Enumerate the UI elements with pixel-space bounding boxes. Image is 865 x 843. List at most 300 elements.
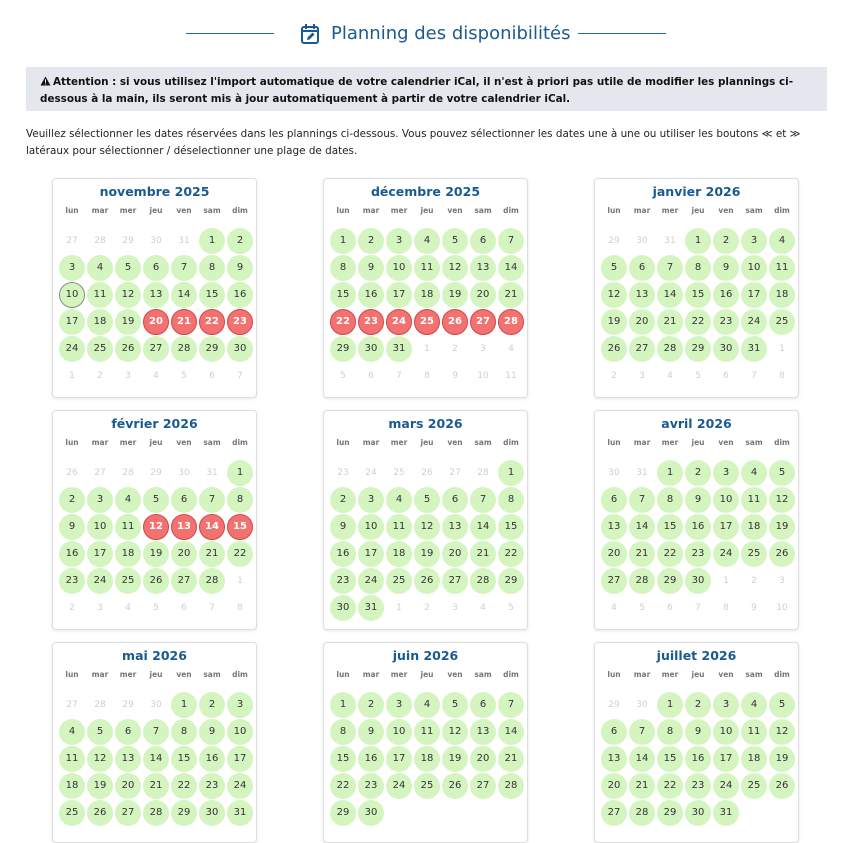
available-day[interactable]: 9 [358,719,384,745]
weekday-label: jeu [149,438,163,447]
month-calendar [52,410,257,630]
available-day[interactable]: 6 [470,692,496,718]
available-day[interactable]: 2 [685,692,711,718]
weekday-label: lun [336,206,350,215]
available-day[interactable]: 28 [629,568,655,594]
available-day[interactable]: 18 [414,746,440,772]
available-day[interactable]: 2 [358,228,384,254]
reserved-day[interactable]: 23 [227,309,253,335]
available-day[interactable]: 5 [87,719,113,745]
available-day[interactable]: 8 [498,487,524,513]
available-day[interactable]: 24 [741,309,767,335]
available-day[interactable]: 1 [657,692,683,718]
available-day[interactable]: 6 [115,719,141,745]
available-day[interactable]: 29 [171,800,197,826]
available-day[interactable]: 29 [199,336,225,362]
available-day[interactable]: 26 [87,800,113,826]
weekday-label: mar [91,670,109,679]
available-day[interactable]: 25 [115,568,141,594]
available-day[interactable]: 23 [358,773,384,799]
available-day[interactable]: 6 [470,228,496,254]
available-day[interactable]: 17 [713,746,739,772]
available-day[interactable]: 13 [442,514,468,540]
available-day[interactable]: 27 [115,800,141,826]
available-day[interactable]: 30 [330,595,356,621]
weekday-label: mar [633,206,651,215]
available-day[interactable]: 15 [330,746,356,772]
available-day[interactable]: 29 [330,800,356,826]
available-day[interactable]: 24 [358,568,384,594]
available-day[interactable]: 15 [657,746,683,772]
available-day[interactable]: 8 [227,487,253,513]
available-day[interactable]: 14 [629,746,655,772]
available-day[interactable]: 20 [601,541,627,567]
outside-month-day: 8 [424,371,430,381]
available-day[interactable]: 19 [414,541,440,567]
outside-month-day: 6 [667,603,673,613]
available-day[interactable]: 29 [657,568,683,594]
available-day[interactable]: 11 [87,282,113,308]
available-day[interactable]: 22 [657,541,683,567]
available-day[interactable]: 7 [629,487,655,513]
weekday-label: jeu [149,670,163,679]
available-day[interactable]: 10 [358,514,384,540]
reserved-day[interactable]: 28 [498,309,524,335]
available-day[interactable]: 6 [629,255,655,281]
available-day[interactable]: 10 [386,255,412,281]
available-day[interactable]: 2 [685,460,711,486]
available-day[interactable]: 20 [601,773,627,799]
available-day[interactable]: 3 [386,692,412,718]
available-day[interactable]: 23 [330,568,356,594]
available-day[interactable]: 19 [115,309,141,335]
available-day[interactable]: 26 [769,773,795,799]
available-day[interactable]: 19 [442,746,468,772]
available-day[interactable]: 30 [227,336,253,362]
available-day[interactable]: 18 [741,514,767,540]
available-day[interactable]: 16 [685,746,711,772]
reserved-day[interactable]: 22 [330,309,356,335]
available-day[interactable]: 15 [171,746,197,772]
available-day[interactable]: 26 [601,336,627,362]
weekday-label: ven [447,206,463,215]
available-day[interactable]: 15 [685,282,711,308]
available-day[interactable]: 2 [59,487,85,513]
available-day[interactable]: 9 [713,255,739,281]
available-day[interactable]: 11 [115,514,141,540]
available-day[interactable]: 1 [330,692,356,718]
available-day[interactable]: 19 [87,773,113,799]
available-day[interactable]: 1 [685,228,711,254]
reserved-day[interactable]: 14 [199,514,225,540]
available-day[interactable]: 16 [685,514,711,540]
available-day[interactable]: 10 [227,719,253,745]
available-day[interactable]: 4 [414,228,440,254]
header-divider-left [186,33,274,34]
available-day[interactable]: 18 [769,282,795,308]
weekday-label: sam [745,438,763,447]
available-day[interactable]: 29 [657,800,683,826]
available-day[interactable]: 11 [741,487,767,513]
available-day[interactable]: 8 [330,719,356,745]
available-day[interactable]: 10 [87,514,113,540]
reserved-day[interactable]: 22 [199,309,225,335]
available-day[interactable]: 17 [358,541,384,567]
available-day[interactable]: 13 [601,746,627,772]
available-day[interactable]: 25 [386,568,412,594]
available-day[interactable]: 14 [143,746,169,772]
available-day[interactable]: 18 [414,282,440,308]
month-title: mai 2026 [122,648,187,663]
available-day[interactable]: 30 [358,800,384,826]
available-day[interactable]: 31 [713,800,739,826]
outside-month-day: 31 [178,236,190,246]
outside-month-day: 7 [209,603,215,613]
available-day[interactable]: 19 [143,541,169,567]
weekday-label: dim [232,206,248,215]
available-day[interactable]: 17 [386,282,412,308]
available-day[interactable]: 13 [115,746,141,772]
available-day[interactable]: 28 [657,336,683,362]
available-day[interactable]: 10 [741,255,767,281]
outside-month-day: 26 [66,468,78,478]
available-day[interactable]: 9 [59,514,85,540]
available-day[interactable]: 27 [442,568,468,594]
available-day[interactable]: 18 [59,773,85,799]
available-day[interactable]: 27 [171,568,197,594]
reserved-day[interactable]: 23 [358,309,384,335]
available-day[interactable]: 22 [330,773,356,799]
available-day[interactable]: 26 [143,568,169,594]
available-day[interactable]: 18 [741,746,767,772]
weekday-label: dim [503,438,519,447]
available-day[interactable]: 12 [115,282,141,308]
available-day[interactable]: 17 [59,309,85,335]
available-day[interactable]: 15 [657,514,683,540]
available-day[interactable]: 9 [685,487,711,513]
available-day[interactable]: 25 [87,336,113,362]
reserved-day[interactable]: 21 [171,309,197,335]
available-day[interactable]: 30 [358,336,384,362]
available-day[interactable]: 11 [741,719,767,745]
available-day[interactable]: 27 [470,773,496,799]
available-day[interactable]: 20 [629,309,655,335]
available-day[interactable]: 4 [87,255,113,281]
available-day[interactable]: 8 [171,719,197,745]
available-day[interactable]: 29 [498,568,524,594]
available-day[interactable]: 16 [330,541,356,567]
available-day[interactable]: 21 [498,746,524,772]
available-day[interactable]: 17 [227,746,253,772]
available-day[interactable]: 26 [442,773,468,799]
available-day[interactable]: 23 [713,309,739,335]
available-day[interactable]: 29 [685,336,711,362]
available-day[interactable]: 14 [498,719,524,745]
available-day[interactable]: 13 [601,514,627,540]
available-day[interactable]: 14 [629,514,655,540]
available-day[interactable]: 9 [227,255,253,281]
outside-month-day: 1 [723,576,729,586]
available-day[interactable]: 16 [358,282,384,308]
weekday-label: ven [176,670,192,679]
available-day[interactable]: 6 [601,719,627,745]
outside-month-day: 7 [237,371,243,381]
available-day[interactable]: 20 [442,541,468,567]
available-day[interactable]: 5 [115,255,141,281]
available-day[interactable]: 14 [657,282,683,308]
available-day[interactable]: 3 [713,692,739,718]
available-day[interactable]: 13 [629,282,655,308]
available-day[interactable]: 18 [87,309,113,335]
available-day[interactable]: 24 [386,773,412,799]
available-day[interactable]: 12 [414,514,440,540]
available-day[interactable]: 5 [442,692,468,718]
available-day[interactable]: 7 [171,255,197,281]
available-day[interactable]: 13 [470,255,496,281]
available-day[interactable]: 7 [657,255,683,281]
available-day[interactable]: 24 [713,773,739,799]
available-day[interactable]: 21 [498,282,524,308]
available-day[interactable]: 31 [358,595,384,621]
reserved-day[interactable]: 24 [386,309,412,335]
reserved-day[interactable]: 15 [227,514,253,540]
available-day[interactable]: 11 [769,255,795,281]
available-day[interactable]: 11 [414,719,440,745]
available-day[interactable]: 9 [358,255,384,281]
reserved-day[interactable]: 12 [143,514,169,540]
available-day[interactable]: 25 [59,800,85,826]
available-day[interactable]: 23 [59,568,85,594]
available-day[interactable]: 27 [601,800,627,826]
available-day[interactable]: 25 [769,309,795,335]
available-day[interactable]: 17 [87,541,113,567]
available-day[interactable]: 1 [657,460,683,486]
available-day[interactable]: 2 [227,228,253,254]
available-day[interactable]: 6 [442,487,468,513]
available-day[interactable]: 16 [358,746,384,772]
available-day[interactable]: 26 [115,336,141,362]
available-day[interactable]: 7 [629,719,655,745]
available-day[interactable]: 1 [199,228,225,254]
available-day[interactable]: 12 [87,746,113,772]
outside-month-day: 5 [695,371,701,381]
available-day[interactable]: 14 [171,282,197,308]
available-day[interactable]: 6 [171,487,197,513]
available-day[interactable]: 22 [171,773,197,799]
available-day[interactable]: 2 [199,692,225,718]
available-day[interactable]: 14 [498,255,524,281]
available-day[interactable]: 6 [143,255,169,281]
available-day[interactable]: 19 [769,746,795,772]
available-day[interactable]: 19 [769,514,795,540]
available-day[interactable]: 5 [601,255,627,281]
available-day[interactable]: 18 [115,541,141,567]
available-day[interactable]: 4 [59,719,85,745]
available-day[interactable]: 22 [498,541,524,567]
available-day[interactable]: 9 [199,719,225,745]
available-day[interactable]: 15 [330,282,356,308]
available-day[interactable]: 1 [227,460,253,486]
available-day[interactable]: 7 [470,487,496,513]
available-day[interactable]: 20 [115,773,141,799]
available-day[interactable]: 28 [629,800,655,826]
available-day[interactable]: 23 [685,773,711,799]
available-day[interactable]: 23 [685,541,711,567]
available-day[interactable]: 9 [330,514,356,540]
weekday-label: jeu [420,670,434,679]
available-day[interactable]: 4 [741,460,767,486]
available-day[interactable]: 1 [330,228,356,254]
available-day[interactable]: 10 [713,487,739,513]
weekday-label: lun [607,206,621,215]
reserved-day[interactable]: 25 [414,309,440,335]
available-day[interactable]: 8 [657,487,683,513]
available-day[interactable]: 21 [657,309,683,335]
today-day[interactable]: 10 [59,282,85,308]
available-day[interactable]: 11 [59,746,85,772]
available-day[interactable]: 12 [442,255,468,281]
available-day[interactable]: 26 [769,541,795,567]
available-day[interactable]: 5 [414,487,440,513]
available-day[interactable]: 25 [741,541,767,567]
available-day[interactable]: 14 [470,514,496,540]
available-day[interactable]: 31 [741,336,767,362]
available-day[interactable]: 20 [470,746,496,772]
available-day[interactable]: 17 [741,282,767,308]
ical-warning-alert [26,67,827,111]
available-day[interactable]: 24 [713,541,739,567]
available-day[interactable]: 24 [59,336,85,362]
available-day[interactable]: 31 [386,336,412,362]
available-day[interactable]: 9 [685,719,711,745]
available-day[interactable]: 22 [657,773,683,799]
available-day[interactable]: 11 [414,255,440,281]
available-day[interactable]: 13 [143,282,169,308]
available-day[interactable]: 24 [87,568,113,594]
available-day[interactable]: 17 [386,746,412,772]
available-day[interactable]: 22 [685,309,711,335]
reserved-day[interactable]: 27 [470,309,496,335]
available-day[interactable]: 29 [330,336,356,362]
available-day[interactable]: 1 [498,460,524,486]
available-day[interactable]: 2 [330,487,356,513]
available-day[interactable]: 16 [59,541,85,567]
available-day[interactable]: 18 [386,541,412,567]
available-day[interactable]: 1 [171,692,197,718]
available-day[interactable]: 11 [386,514,412,540]
available-day[interactable]: 4 [115,487,141,513]
available-day[interactable]: 12 [769,487,795,513]
available-day[interactable]: 12 [601,282,627,308]
available-day[interactable]: 7 [143,719,169,745]
available-day[interactable]: 21 [143,773,169,799]
available-day[interactable]: 27 [601,568,627,594]
available-day[interactable]: 5 [143,487,169,513]
available-day[interactable]: 10 [713,719,739,745]
available-day[interactable]: 2 [358,692,384,718]
available-day[interactable]: 21 [629,773,655,799]
available-day[interactable]: 10 [386,719,412,745]
available-day[interactable]: 20 [470,282,496,308]
available-day[interactable]: 16 [713,282,739,308]
available-day[interactable]: 20 [171,541,197,567]
available-day[interactable]: 27 [143,336,169,362]
available-day[interactable]: 15 [498,514,524,540]
available-day[interactable]: 26 [414,568,440,594]
available-day[interactable]: 5 [442,228,468,254]
available-day[interactable]: 19 [442,282,468,308]
available-day[interactable]: 30 [685,800,711,826]
available-day[interactable]: 28 [498,773,524,799]
available-day[interactable]: 4 [386,487,412,513]
available-day[interactable]: 28 [199,568,225,594]
available-day[interactable]: 3 [227,692,253,718]
available-day[interactable]: 24 [227,773,253,799]
available-day[interactable]: 3 [358,487,384,513]
available-day[interactable]: 5 [769,692,795,718]
available-day[interactable]: 4 [769,228,795,254]
available-day[interactable]: 16 [227,282,253,308]
available-day[interactable]: 22 [227,541,253,567]
available-day[interactable]: 25 [414,773,440,799]
available-day[interactable]: 13 [470,719,496,745]
reserved-day[interactable]: 26 [442,309,468,335]
available-day[interactable]: 3 [87,487,113,513]
available-day[interactable]: 5 [769,460,795,486]
available-day[interactable]: 7 [199,487,225,513]
available-day[interactable]: 8 [685,255,711,281]
available-day[interactable]: 27 [629,336,655,362]
available-day[interactable]: 3 [59,255,85,281]
available-day[interactable]: 21 [199,541,225,567]
available-day[interactable]: 3 [386,228,412,254]
available-day[interactable]: 8 [330,255,356,281]
month-calendar [594,410,799,630]
available-day[interactable]: 3 [741,228,767,254]
available-day[interactable]: 21 [470,541,496,567]
available-day[interactable]: 25 [741,773,767,799]
available-day[interactable]: 30 [199,800,225,826]
available-day[interactable]: 28 [171,336,197,362]
available-day[interactable]: 30 [685,568,711,594]
available-day[interactable]: 12 [769,719,795,745]
available-day[interactable]: 30 [713,336,739,362]
available-day[interactable]: 8 [199,255,225,281]
available-day[interactable]: 17 [713,514,739,540]
available-day[interactable]: 12 [442,719,468,745]
available-day[interactable]: 23 [199,773,225,799]
available-day[interactable]: 4 [741,692,767,718]
available-day[interactable]: 19 [601,309,627,335]
reserved-day[interactable]: 20 [143,309,169,335]
available-day[interactable]: 16 [199,746,225,772]
available-day[interactable]: 6 [601,487,627,513]
outside-month-day: 4 [125,603,131,613]
available-day[interactable]: 4 [414,692,440,718]
outside-month-day: 5 [153,603,159,613]
available-day[interactable]: 7 [498,228,524,254]
available-day[interactable]: 7 [498,692,524,718]
available-day[interactable]: 31 [227,800,253,826]
available-day[interactable]: 15 [199,282,225,308]
available-day[interactable]: 21 [629,541,655,567]
available-day[interactable]: 28 [470,568,496,594]
available-day[interactable]: 2 [713,228,739,254]
available-day[interactable]: 3 [713,460,739,486]
available-day[interactable]: 8 [657,719,683,745]
available-day[interactable]: 28 [143,800,169,826]
reserved-day[interactable]: 13 [171,514,197,540]
